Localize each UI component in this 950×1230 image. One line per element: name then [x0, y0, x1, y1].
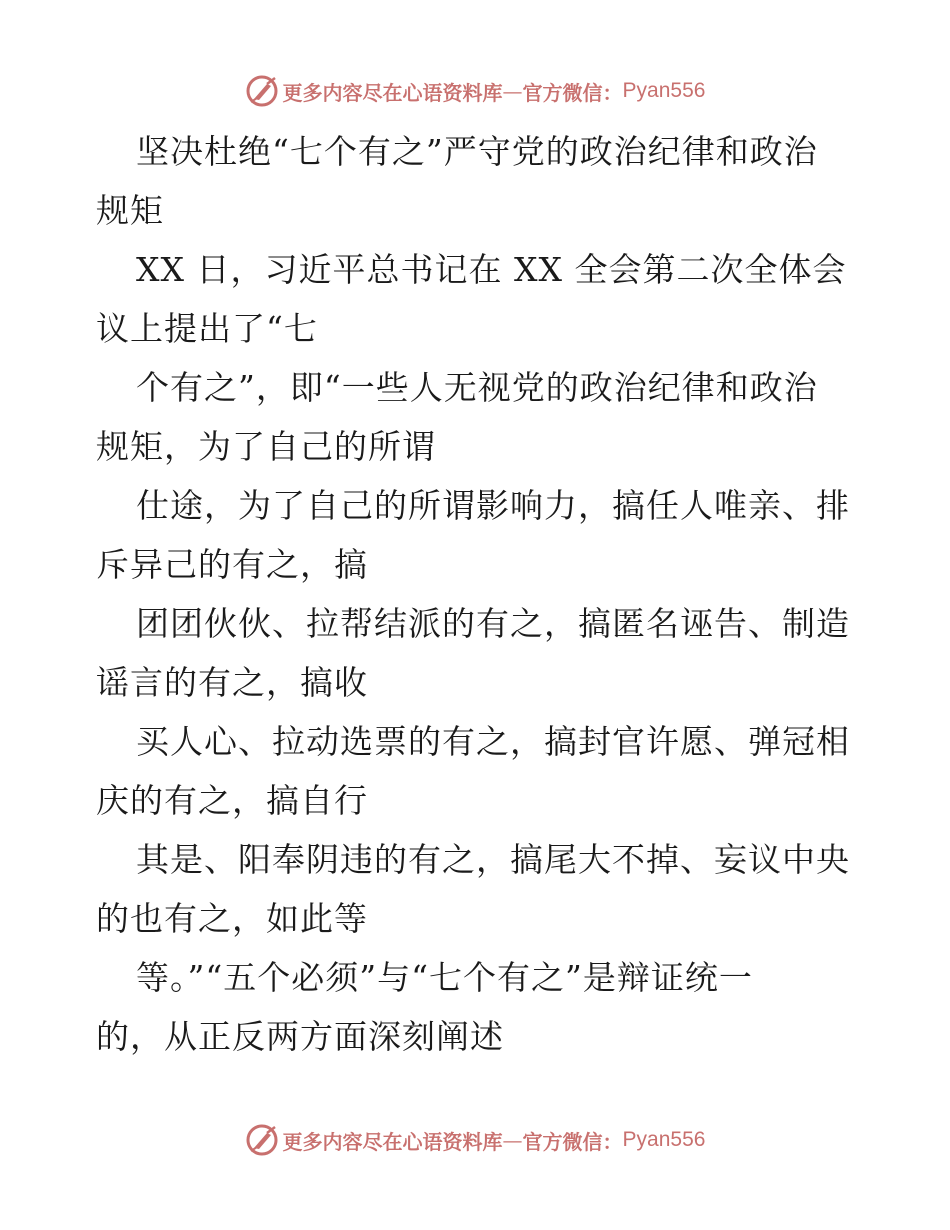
- banner-site-name: 更多内容尽在心语资料库: [282, 80, 503, 105]
- paragraph-continuation: 的，从正反两方面深刻阐述: [96, 1017, 504, 1056]
- paragraph-first-line: 个有之”，即“一些人无视党的政治纪律和政治: [136, 368, 818, 407]
- paragraph-continuation: 议上提出了“七: [96, 309, 318, 348]
- banner-dash: —: [502, 1128, 523, 1152]
- paragraph-first-line: 仕途，为了自己的所谓影响力，搞任人唯亲、排: [136, 486, 850, 525]
- paragraph-continuation: 规矩: [96, 191, 164, 230]
- paragraph-first-line: 其是、阳奉阴违的有之，搞尾大不掉、妄议中央: [136, 840, 850, 879]
- paragraph: [96, 358, 856, 476]
- header-banner: [0, 71, 950, 111]
- paragraph-continuation: 谣言的有之，搞收: [96, 663, 368, 702]
- paragraph-continuation: 规矩，为了自己的所谓: [96, 427, 436, 466]
- document-body: [96, 122, 856, 1066]
- paragraph-first-line: 买人心、拉动选票的有之，搞封官许愿、弹冠相: [136, 722, 850, 761]
- banner-wechat-id: Pyan556: [622, 79, 706, 102]
- paragraph-continuation: 斥异己的有之，搞: [96, 545, 368, 584]
- quill-pen-circle-icon: [245, 74, 279, 108]
- paragraph: [96, 476, 856, 594]
- footer-banner: [0, 1120, 950, 1160]
- quill-pen-circle-icon: [245, 1123, 279, 1157]
- paragraph: [96, 122, 856, 240]
- paragraph-first-line: 团团伙伙、拉帮结派的有之，搞匿名诬告、制造: [136, 604, 850, 643]
- banner-wechat-label: 官方微信：: [522, 80, 623, 105]
- paragraph: [96, 948, 856, 1066]
- paragraph: [96, 594, 856, 712]
- banner-dash: —: [502, 79, 523, 103]
- paragraph-first-line: 等。”“五个必须”与“七个有之”是辩证统一: [136, 958, 753, 997]
- paragraph: [96, 240, 856, 358]
- paragraph-first-line: XX 日，习近平总书记在 XX 全会第二次全体会: [136, 250, 847, 289]
- paragraph-continuation: 庆的有之，搞自行: [96, 781, 368, 820]
- paragraph-first-line: 坚决杜绝“七个有之”严守党的政治纪律和政治: [136, 132, 818, 171]
- banner-wechat-label: 官方微信：: [522, 1129, 623, 1154]
- paragraph: [96, 830, 856, 948]
- paragraph-continuation: 的也有之，如此等: [96, 899, 368, 938]
- paragraph: [96, 712, 856, 830]
- banner-wechat-id: Pyan556: [622, 1128, 706, 1151]
- banner-site-name: 更多内容尽在心语资料库: [282, 1129, 503, 1154]
